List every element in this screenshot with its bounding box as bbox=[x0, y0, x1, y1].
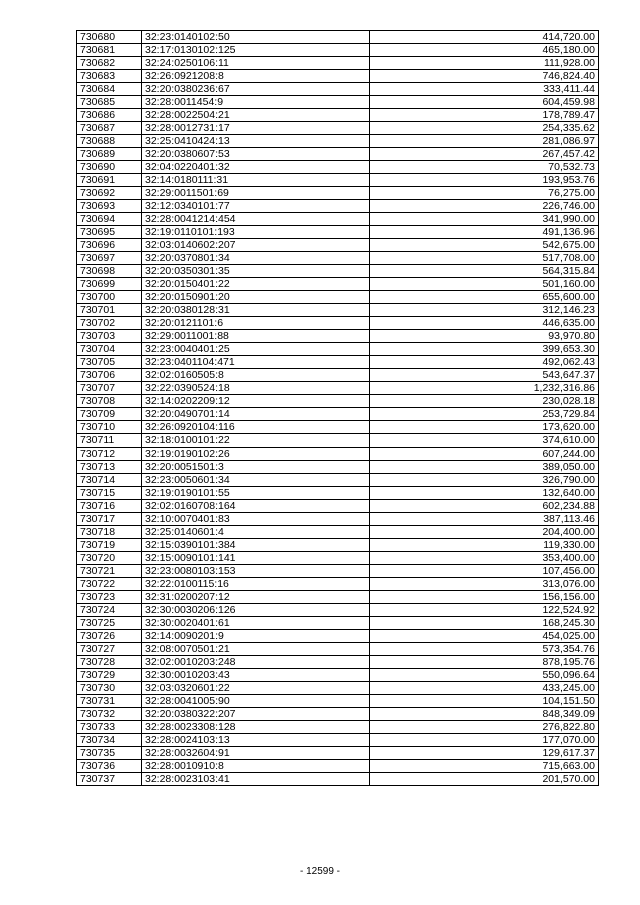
cadastral-number-cell: 32:20:0150901:20 bbox=[142, 291, 370, 304]
amount-cell: 254,335.62 bbox=[370, 122, 599, 135]
cadastral-number-cell: 32:28:0023103:41 bbox=[142, 772, 370, 785]
cadastral-number-cell: 32:12:0340101:77 bbox=[142, 200, 370, 213]
amount-cell: 501,160.00 bbox=[370, 278, 599, 291]
amount-cell: 312,146.23 bbox=[370, 304, 599, 317]
cadastral-number-cell: 32:28:0024103:13 bbox=[142, 733, 370, 746]
table-row bbox=[77, 434, 599, 447]
row-id-cell: 730681 bbox=[77, 44, 142, 57]
amount-cell: 111,928.00 bbox=[370, 57, 599, 70]
cadastral-number-cell: 32:20:0380322:207 bbox=[142, 707, 370, 720]
cadastral-number-cell: 32:25:0140601:4 bbox=[142, 525, 370, 538]
table-row bbox=[77, 369, 599, 382]
cadastral-number-cell: 32:08:0070501:21 bbox=[142, 642, 370, 655]
amount-cell: 119,330.00 bbox=[370, 538, 599, 551]
table-row bbox=[77, 174, 599, 187]
cadastral-number-cell: 32:17:0130102:125 bbox=[142, 44, 370, 57]
table-row bbox=[77, 408, 599, 421]
row-id-cell: 730711 bbox=[77, 434, 142, 447]
row-id-cell: 730690 bbox=[77, 161, 142, 174]
amount-cell: 399,653.30 bbox=[370, 343, 599, 356]
cadastral-number-cell: 32:23:0050601:34 bbox=[142, 473, 370, 486]
registry-table bbox=[76, 30, 599, 786]
table-row bbox=[77, 161, 599, 174]
row-id-cell: 730732 bbox=[77, 707, 142, 720]
amount-cell: 132,640.00 bbox=[370, 486, 599, 499]
cadastral-number-cell: 32:26:0920104:116 bbox=[142, 421, 370, 434]
cadastral-number-cell: 32:19:0190102:26 bbox=[142, 447, 370, 460]
amount-cell: 93,970.80 bbox=[370, 330, 599, 343]
amount-cell: 173,620.00 bbox=[370, 421, 599, 434]
row-id-cell: 730731 bbox=[77, 694, 142, 707]
row-id-cell: 730693 bbox=[77, 200, 142, 213]
cadastral-number-cell: 32:10:0070401:83 bbox=[142, 512, 370, 525]
cadastral-number-cell: 32:30:0030206:126 bbox=[142, 603, 370, 616]
amount-cell: 226,746.00 bbox=[370, 200, 599, 213]
row-id-cell: 730734 bbox=[77, 733, 142, 746]
amount-cell: 542,675.00 bbox=[370, 239, 599, 252]
table-row bbox=[77, 265, 599, 278]
cadastral-number-cell: 32:23:0040401:25 bbox=[142, 343, 370, 356]
cadastral-number-cell: 32:04:0220401:32 bbox=[142, 161, 370, 174]
table-row bbox=[77, 96, 599, 109]
amount-cell: 230,028.18 bbox=[370, 395, 599, 408]
amount-cell: 446,635.00 bbox=[370, 317, 599, 330]
cadastral-number-cell: 32:20:0051501:3 bbox=[142, 460, 370, 473]
cadastral-number-cell: 32:03:0320601:22 bbox=[142, 681, 370, 694]
row-id-cell: 730726 bbox=[77, 629, 142, 642]
amount-cell: 715,663.00 bbox=[370, 759, 599, 772]
row-id-cell: 730736 bbox=[77, 759, 142, 772]
row-id-cell: 730704 bbox=[77, 343, 142, 356]
table-row bbox=[77, 148, 599, 161]
cadastral-number-cell: 32:28:0041214:454 bbox=[142, 213, 370, 226]
row-id-cell: 730683 bbox=[77, 70, 142, 83]
amount-cell: 517,708.00 bbox=[370, 252, 599, 265]
row-id-cell: 730708 bbox=[77, 395, 142, 408]
table-row bbox=[77, 57, 599, 70]
amount-cell: 878,195.76 bbox=[370, 655, 599, 668]
amount-cell: 341,990.00 bbox=[370, 213, 599, 226]
table-row bbox=[77, 213, 599, 226]
cadastral-number-cell: 32:20:0490701:14 bbox=[142, 408, 370, 421]
cadastral-number-cell: 32:02:0010203:248 bbox=[142, 655, 370, 668]
cadastral-number-cell: 32:23:0140102:50 bbox=[142, 31, 370, 44]
table-row bbox=[77, 135, 599, 148]
row-id-cell: 730722 bbox=[77, 577, 142, 590]
table-row bbox=[77, 564, 599, 577]
amount-cell: 655,600.00 bbox=[370, 291, 599, 304]
row-id-cell: 730698 bbox=[77, 265, 142, 278]
table-row bbox=[77, 538, 599, 551]
cadastral-number-cell: 32:19:0190101:55 bbox=[142, 486, 370, 499]
table-row bbox=[77, 382, 599, 395]
table-row bbox=[77, 460, 599, 473]
amount-cell: 129,617.37 bbox=[370, 746, 599, 759]
table-row bbox=[77, 83, 599, 96]
table-row bbox=[77, 226, 599, 239]
amount-cell: 107,456.00 bbox=[370, 564, 599, 577]
row-id-cell: 730720 bbox=[77, 551, 142, 564]
row-id-cell: 730684 bbox=[77, 83, 142, 96]
cadastral-number-cell: 32:23:0401104:471 bbox=[142, 356, 370, 369]
row-id-cell: 730723 bbox=[77, 590, 142, 603]
row-id-cell: 730718 bbox=[77, 525, 142, 538]
table-row bbox=[77, 707, 599, 720]
table-row bbox=[77, 629, 599, 642]
table-row bbox=[77, 421, 599, 434]
table-row bbox=[77, 317, 599, 330]
row-id-cell: 730724 bbox=[77, 603, 142, 616]
amount-cell: 177,070.00 bbox=[370, 733, 599, 746]
amount-cell: 204,400.00 bbox=[370, 525, 599, 538]
cadastral-number-cell: 32:28:0012731:17 bbox=[142, 122, 370, 135]
table-row bbox=[77, 187, 599, 200]
row-id-cell: 730712 bbox=[77, 447, 142, 460]
cadastral-number-cell: 32:14:0090201:9 bbox=[142, 629, 370, 642]
cadastral-number-cell: 32:22:0100115:16 bbox=[142, 577, 370, 590]
amount-cell: 433,245.00 bbox=[370, 681, 599, 694]
table-row bbox=[77, 70, 599, 83]
table-row bbox=[77, 200, 599, 213]
cadastral-number-cell: 32:25:0410424:13 bbox=[142, 135, 370, 148]
row-id-cell: 730717 bbox=[77, 512, 142, 525]
cadastral-number-cell: 32:02:0160505:8 bbox=[142, 369, 370, 382]
row-id-cell: 730714 bbox=[77, 473, 142, 486]
row-id-cell: 730701 bbox=[77, 304, 142, 317]
cadastral-number-cell: 32:28:0032604:91 bbox=[142, 746, 370, 759]
cadastral-number-cell: 32:30:0010203:43 bbox=[142, 668, 370, 681]
row-id-cell: 730721 bbox=[77, 564, 142, 577]
row-id-cell: 730685 bbox=[77, 96, 142, 109]
table-row bbox=[77, 109, 599, 122]
amount-cell: 602,234.88 bbox=[370, 499, 599, 512]
row-id-cell: 730700 bbox=[77, 291, 142, 304]
amount-cell: 389,050.00 bbox=[370, 460, 599, 473]
amount-cell: 454,025.00 bbox=[370, 629, 599, 642]
cadastral-number-cell: 32:19:0110101:193 bbox=[142, 226, 370, 239]
row-id-cell: 730705 bbox=[77, 356, 142, 369]
table-row bbox=[77, 44, 599, 57]
row-id-cell: 730682 bbox=[77, 57, 142, 70]
cadastral-number-cell: 32:20:0150401:22 bbox=[142, 278, 370, 291]
cadastral-number-cell: 32:23:0080103:153 bbox=[142, 564, 370, 577]
row-id-cell: 730737 bbox=[77, 772, 142, 785]
row-id-cell: 730716 bbox=[77, 499, 142, 512]
table-row bbox=[77, 590, 599, 603]
amount-cell: 267,457.42 bbox=[370, 148, 599, 161]
row-id-cell: 730706 bbox=[77, 369, 142, 382]
amount-cell: 604,459.98 bbox=[370, 96, 599, 109]
amount-cell: 253,729.84 bbox=[370, 408, 599, 421]
cadastral-number-cell: 32:02:0160708:164 bbox=[142, 499, 370, 512]
amount-cell: 326,790.00 bbox=[370, 473, 599, 486]
row-id-cell: 730703 bbox=[77, 330, 142, 343]
table-row bbox=[77, 616, 599, 629]
row-id-cell: 730719 bbox=[77, 538, 142, 551]
table-row bbox=[77, 447, 599, 460]
row-id-cell: 730729 bbox=[77, 668, 142, 681]
amount-cell: 607,244.00 bbox=[370, 447, 599, 460]
row-id-cell: 730688 bbox=[77, 135, 142, 148]
registry-table-body bbox=[77, 31, 599, 786]
row-id-cell: 730702 bbox=[77, 317, 142, 330]
amount-cell: 387,113.46 bbox=[370, 512, 599, 525]
row-id-cell: 730692 bbox=[77, 187, 142, 200]
row-id-cell: 730728 bbox=[77, 655, 142, 668]
amount-cell: 168,245.30 bbox=[370, 616, 599, 629]
amount-cell: 156,156.00 bbox=[370, 590, 599, 603]
cadastral-number-cell: 32:20:0380128:31 bbox=[142, 304, 370, 317]
row-id-cell: 730713 bbox=[77, 460, 142, 473]
amount-cell: 1,232,316.86 bbox=[370, 382, 599, 395]
amount-cell: 76,275.00 bbox=[370, 187, 599, 200]
table-row bbox=[77, 668, 599, 681]
table-row bbox=[77, 499, 599, 512]
cadastral-number-cell: 32:15:0390101:384 bbox=[142, 538, 370, 551]
table-row bbox=[77, 642, 599, 655]
cadastral-number-cell: 32:26:0921208:8 bbox=[142, 70, 370, 83]
table-row bbox=[77, 304, 599, 317]
cadastral-number-cell: 32:31:0200207:12 bbox=[142, 590, 370, 603]
table-row bbox=[77, 356, 599, 369]
table-row bbox=[77, 31, 599, 44]
cadastral-number-cell: 32:28:0022504:21 bbox=[142, 109, 370, 122]
amount-cell: 276,822.80 bbox=[370, 720, 599, 733]
cadastral-number-cell: 32:28:0010910:8 bbox=[142, 759, 370, 772]
table-row bbox=[77, 486, 599, 499]
row-id-cell: 730730 bbox=[77, 681, 142, 694]
amount-cell: 333,411.44 bbox=[370, 83, 599, 96]
row-id-cell: 730695 bbox=[77, 226, 142, 239]
amount-cell: 104,151.50 bbox=[370, 694, 599, 707]
cadastral-number-cell: 32:20:0380607:53 bbox=[142, 148, 370, 161]
table-row bbox=[77, 343, 599, 356]
amount-cell: 193,953.76 bbox=[370, 174, 599, 187]
row-id-cell: 730715 bbox=[77, 486, 142, 499]
row-id-cell: 730694 bbox=[77, 213, 142, 226]
row-id-cell: 730686 bbox=[77, 109, 142, 122]
amount-cell: 122,524.92 bbox=[370, 603, 599, 616]
amount-cell: 564,315.84 bbox=[370, 265, 599, 278]
amount-cell: 201,570.00 bbox=[370, 772, 599, 785]
row-id-cell: 730707 bbox=[77, 382, 142, 395]
table-row bbox=[77, 577, 599, 590]
amount-cell: 70,532.73 bbox=[370, 161, 599, 174]
amount-cell: 550,096.64 bbox=[370, 668, 599, 681]
table-row bbox=[77, 252, 599, 265]
cadastral-number-cell: 32:29:0011001:88 bbox=[142, 330, 370, 343]
table-row bbox=[77, 551, 599, 564]
amount-cell: 374,610.00 bbox=[370, 434, 599, 447]
amount-cell: 414,720.00 bbox=[370, 31, 599, 44]
row-id-cell: 730696 bbox=[77, 239, 142, 252]
table-row bbox=[77, 278, 599, 291]
table-row bbox=[77, 720, 599, 733]
row-id-cell: 730687 bbox=[77, 122, 142, 135]
table-row bbox=[77, 291, 599, 304]
table-row bbox=[77, 655, 599, 668]
cadastral-number-cell: 32:22:0390524:18 bbox=[142, 382, 370, 395]
table-row bbox=[77, 759, 599, 772]
amount-cell: 491,136.96 bbox=[370, 226, 599, 239]
amount-cell: 492,062.43 bbox=[370, 356, 599, 369]
table-row bbox=[77, 330, 599, 343]
amount-cell: 543,647.37 bbox=[370, 369, 599, 382]
row-id-cell: 730699 bbox=[77, 278, 142, 291]
amount-cell: 353,400.00 bbox=[370, 551, 599, 564]
cadastral-number-cell: 32:20:0380236:67 bbox=[142, 83, 370, 96]
cadastral-number-cell: 32:28:0041005:90 bbox=[142, 694, 370, 707]
row-id-cell: 730725 bbox=[77, 616, 142, 629]
table-row bbox=[77, 473, 599, 486]
amount-cell: 746,824.40 bbox=[370, 70, 599, 83]
amount-cell: 465,180.00 bbox=[370, 44, 599, 57]
cadastral-number-cell: 32:28:0011454:9 bbox=[142, 96, 370, 109]
amount-cell: 313,076.00 bbox=[370, 577, 599, 590]
table-row bbox=[77, 239, 599, 252]
amount-cell: 848,349.09 bbox=[370, 707, 599, 720]
row-id-cell: 730697 bbox=[77, 252, 142, 265]
row-id-cell: 730680 bbox=[77, 31, 142, 44]
table-row bbox=[77, 395, 599, 408]
table-row bbox=[77, 772, 599, 785]
cadastral-number-cell: 32:20:0350301:35 bbox=[142, 265, 370, 278]
cadastral-number-cell: 32:14:0202209:12 bbox=[142, 395, 370, 408]
table-row bbox=[77, 525, 599, 538]
cadastral-number-cell: 32:03:0140602:207 bbox=[142, 239, 370, 252]
row-id-cell: 730735 bbox=[77, 746, 142, 759]
table-row bbox=[77, 746, 599, 759]
cadastral-number-cell: 32:18:0100101:22 bbox=[142, 434, 370, 447]
cadastral-number-cell: 32:20:0121101:6 bbox=[142, 317, 370, 330]
page-number: - 12599 - bbox=[299, 866, 341, 877]
cadastral-number-cell: 32:30:0020401:61 bbox=[142, 616, 370, 629]
cadastral-number-cell: 32:15:0090101:141 bbox=[142, 551, 370, 564]
row-id-cell: 730689 bbox=[77, 148, 142, 161]
row-id-cell: 730710 bbox=[77, 421, 142, 434]
table-row bbox=[77, 603, 599, 616]
amount-cell: 178,789.47 bbox=[370, 109, 599, 122]
table-row bbox=[77, 122, 599, 135]
row-id-cell: 730727 bbox=[77, 642, 142, 655]
row-id-cell: 730733 bbox=[77, 720, 142, 733]
amount-cell: 281,086.97 bbox=[370, 135, 599, 148]
cadastral-number-cell: 32:20:0370801:34 bbox=[142, 252, 370, 265]
amount-cell: 573,354.76 bbox=[370, 642, 599, 655]
cadastral-number-cell: 32:24:0250106:11 bbox=[142, 57, 370, 70]
table-row bbox=[77, 694, 599, 707]
cadastral-number-cell: 32:29:0011501:69 bbox=[142, 187, 370, 200]
row-id-cell: 730709 bbox=[77, 408, 142, 421]
row-id-cell: 730691 bbox=[77, 174, 142, 187]
cadastral-number-cell: 32:28:0023308:128 bbox=[142, 720, 370, 733]
table-row bbox=[77, 733, 599, 746]
table-row bbox=[77, 512, 599, 525]
cadastral-number-cell: 32:14:0180111:31 bbox=[142, 174, 370, 187]
table-row bbox=[77, 681, 599, 694]
